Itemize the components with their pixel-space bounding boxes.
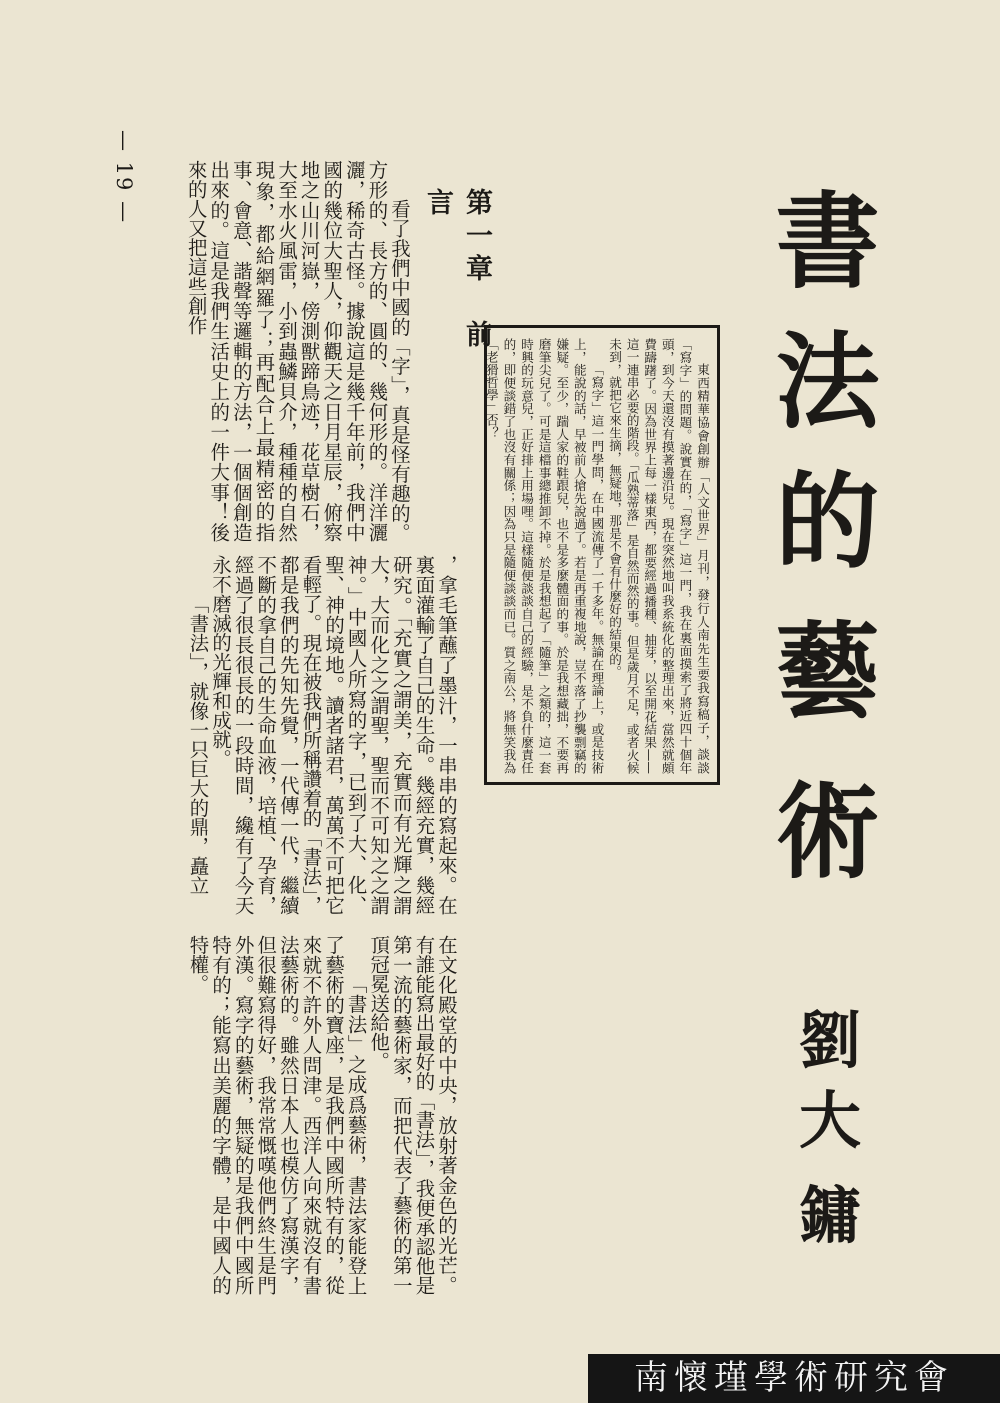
body-paragraph: 「書法」之成爲藝術，書法家能登上了藝術的寶座，是我們中國所特有的，從來就不許外人問津。西洋人向來就沒有書法藝術的。雖然日本人也模仿了寫漢字，但很難寫得好，我常常慨嘆他們終生是門外漢。寫字的藝術，無疑的是我們中國所特有的；能寫出美麗的字體，是中國人的特權。 [186, 935, 368, 1295]
body-paragraph: 「書法」，就像一只巨大的鼎，矗立 [186, 593, 210, 895]
preface-paragraph: 東西精華協會創辦「人文世界」月刊，發行人南先生要我寫稿子，談談「寫字」的問題。說實在的，「寫字」這一門，我在裏面摸索了將近四十個年頭，到今天還沒有摸著邊沿兒。現在突然地叫我系統化的整理出來，當然就頗費躊躇了。因為世界上每一樣東西，都要經過播種、抽芽，以至開花結果——這一連串必要的階段。「瓜熟蒂落」是自然而然的事。但是歲月不足，或者火候未到，就把它來生摘，無疑地，那是不會有什麼好的結果的。 [607, 338, 710, 774]
body-text-middle [112, 555, 457, 915]
body-text-bottom [112, 935, 457, 1295]
body-paragraph: 在文化殿堂的中央，放射著金色的光芒。有誰能寫出最好的「書法」，我便承認他是第一流的藝術家，而把代表了藝術的第一頂冠冕送給他。 [367, 935, 458, 1295]
title-char: 術 [775, 770, 880, 893]
author-char: 劉 [798, 1004, 861, 1077]
author-char: 大 [798, 1084, 861, 1157]
title-char: 的 [775, 460, 880, 583]
title-char: 法 [775, 320, 880, 443]
title-char: 書 [775, 180, 880, 303]
preface-text [483, 338, 711, 774]
author-char: 鏞 [798, 1179, 861, 1252]
title-char: 藝 [775, 610, 880, 733]
footer-watermark: 南懷瑾學術研究會 [588, 1354, 1000, 1403]
body-paragraph: 看了我們中國的「字」，真是怪有趣的。方形的、長方的、圓的、幾何形的。洋洋灑灑，稀奇古怪。據說這是幾千年前，我們中國的幾位大聖人，仰觀天之日月星辰，俯察地之山川河嶽，傍測獸蹄鳥迹，花草樹石，大至水火風雷，小到蟲鱗貝介，種種的自然現象，都給網羅了；再配合上最精密的指事、會意、諧聲等邏輯的方法，一個個創造出來的。這是我們生活史上的一件大事！後來的人又把這些創作 [184, 160, 411, 542]
body-text-top [112, 160, 410, 542]
chapter-heading: 第一章 前 言 [422, 188, 492, 386]
preface-box [484, 325, 720, 785]
page-number: — 19 — [112, 130, 136, 225]
body-paragraph: ，拿毛筆蘸了墨汁，一串串的寫起來。在裏面灌輸了自己的生命。幾經充實，幾經研究。「充實之謂美，充實而有光輝之謂大，大而化之之謂聖，聖而不可知之之謂神。」中國人所寫的字，已到了大、化、聖、神的境地。讀者諸君，萬萬不可把它看輕了。現在被我們所稱讚着的「書法」，都是我們的先知先覺，一代傳一代，繼續不斷的拿自己的生命血液，培植、孕育，經過了很長很長的一段時間，纔有了今天永不磨滅的光輝和成就。 [209, 555, 458, 915]
preface-paragraph: 「寫字」這一門學問，在中國流傳了一千多年。無論在理論上，或是技術上，能說的話，早被前人搶先說過了。若是再重複地說，豈不落了抄襲剽竊的嫌疑。至少，踹人家的鞋跟兒，也不是多麼體面的事。於是我想藏拙，不要再磨筆尖兒了。可是這檔事總推卸不掉。於是我想起了「隨筆」之類的，這一套時興的玩意兒，正好排上用場哩。這樣隨便談談自己的經驗，是不負什麼責任的，即便談錯了也沒有關係；因為只是隨便談談而已。質之南公，將無笑我為「老猾哲學」否？ [483, 338, 605, 774]
